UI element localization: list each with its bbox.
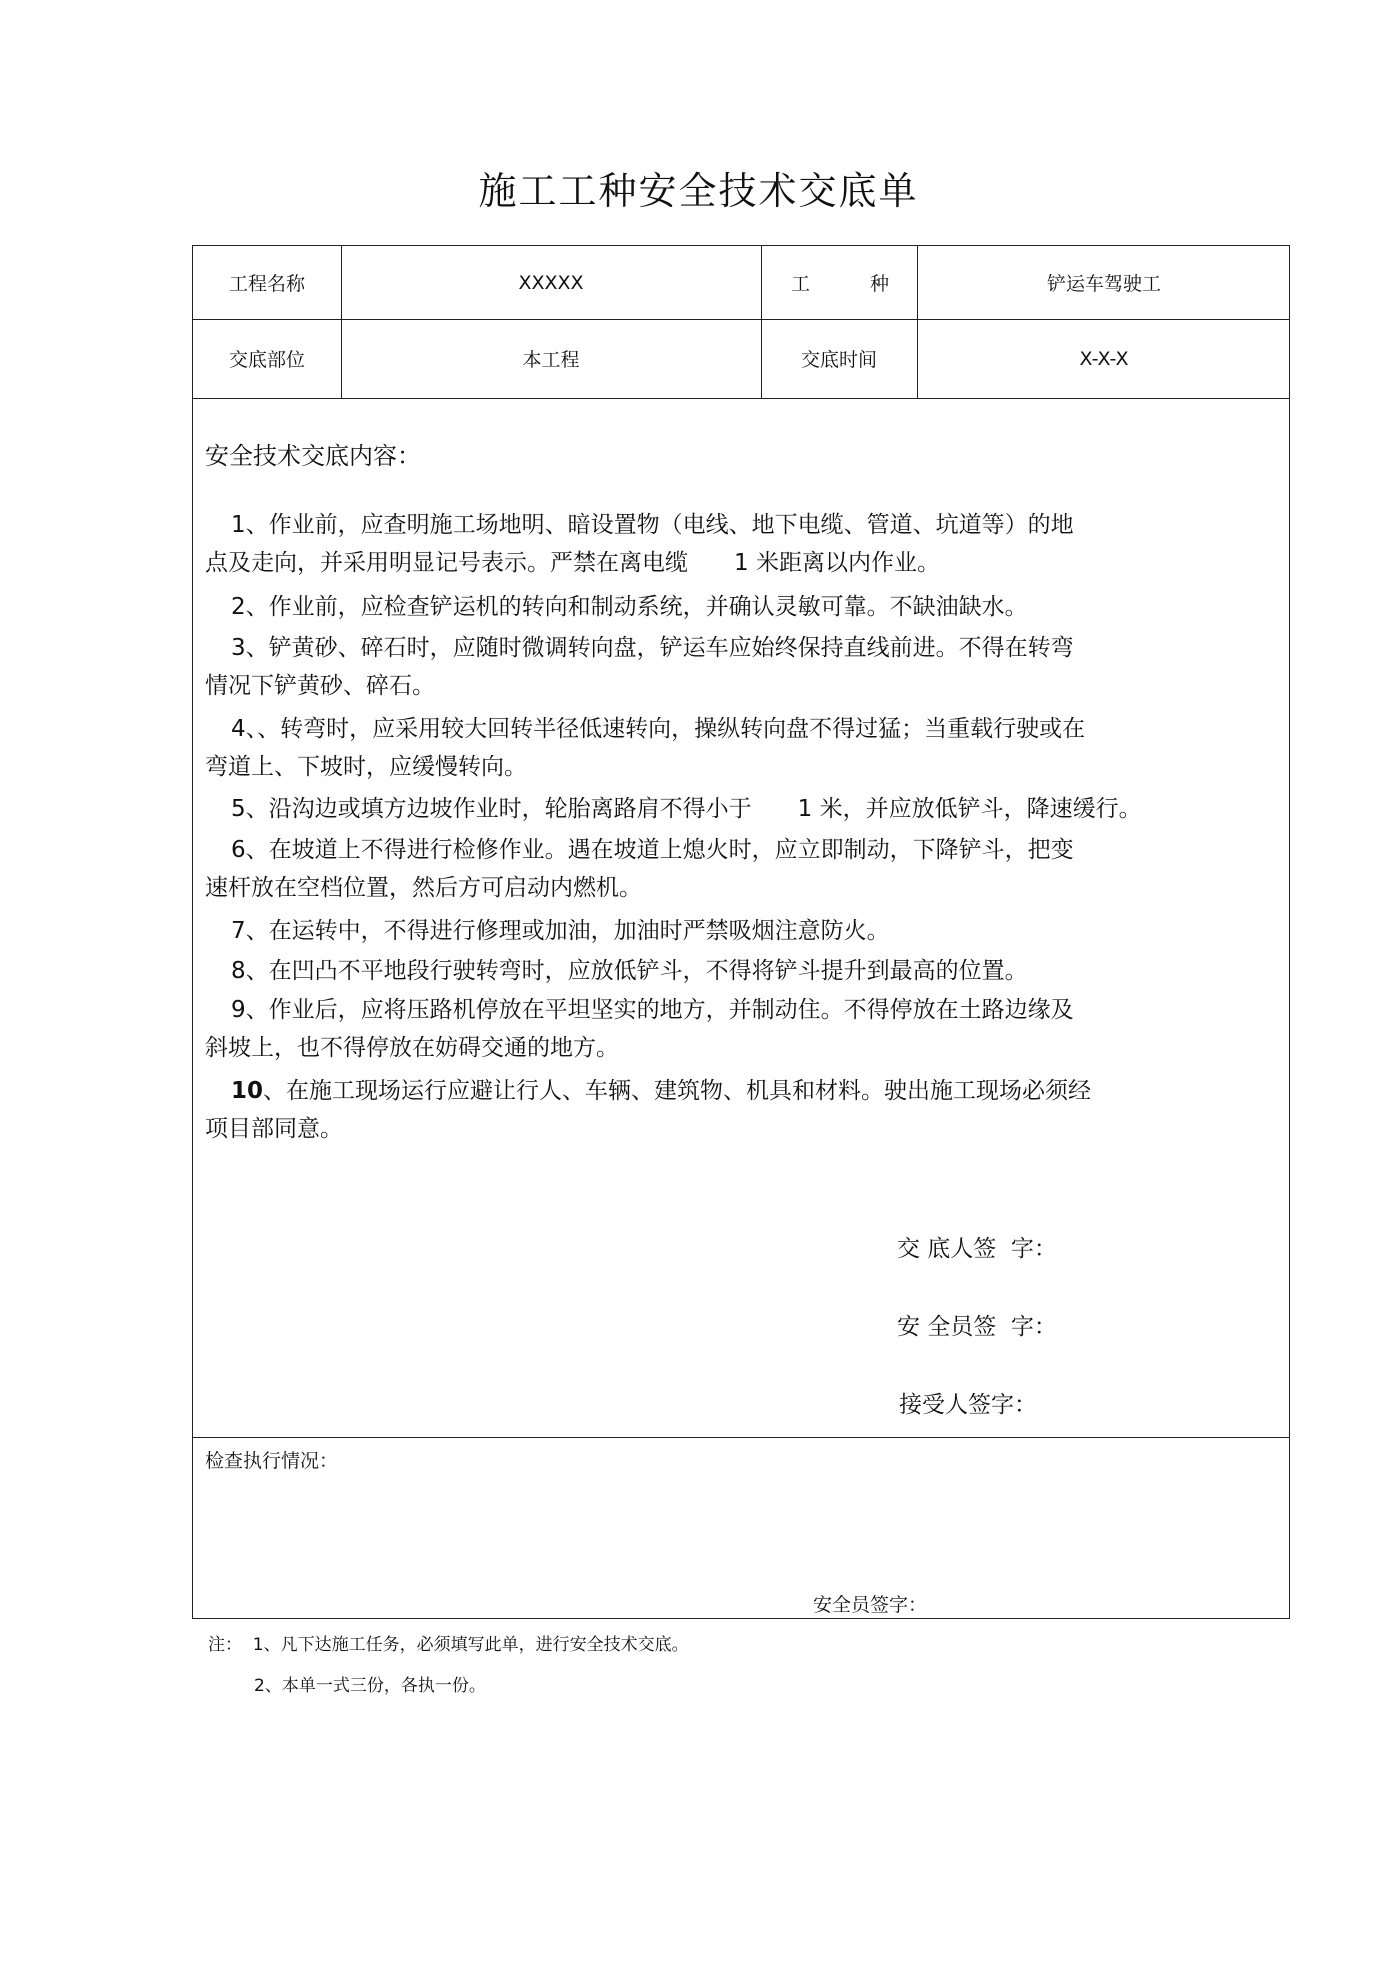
- time-value: X-X-X: [1079, 347, 1129, 370]
- content-item-2: 2、作业前，应检查铲运机的转向和制动系统，并确认灵敏可靠。不缺油缺水。: [231, 594, 1028, 620]
- content-item-4: 4、、转弯时，应采用较大回转半径低速转向，操纵转向盘不得过猛；当重载行驶或在 弯道上、下坡时，应缓慢转向。: [205, 716, 1086, 780]
- row-divider: [193, 398, 1289, 399]
- note-1: 注： 1、凡下达施工任务，必须填写此单，进行安全技术交底。: [208, 1635, 689, 1655]
- work-type-label-part2: 种: [869, 273, 889, 295]
- safety-officer-signature-label: 安 全员签 字：: [897, 1314, 1057, 1340]
- note-2: 2、本单一式三份，各执一份。: [254, 1676, 486, 1696]
- check-status-label: 检查执行情况：: [205, 1450, 339, 1472]
- receiver-signature-label: 接受人签字：: [899, 1392, 1037, 1418]
- content-item-1: 1、作业前，应查明施工场地明、暗设置物（电线、地下电缆、管道、坑道等）的地 点及走向，并采用明显记号表示。严禁在离电缆 1 米距离以内作业。: [205, 512, 1074, 576]
- location-label: 交底部位: [228, 349, 305, 371]
- content-item-7: 7、在运转中，不得进行修理或加油，加油时严禁吸烟注意防火。: [231, 918, 890, 944]
- project-name-value: XXXXX: [518, 271, 584, 294]
- content-item-10-number: 10: [231, 1078, 264, 1104]
- work-type-value: 铲运车驾驶工: [1046, 273, 1161, 295]
- content-item-5: 5、沿沟边或填方边坡作业时，轮胎离路肩不得小于 1 米，并应放低铲斗，降速缓行。: [231, 796, 1142, 822]
- row-divider: [193, 1437, 1289, 1438]
- discloser-signature-label: 交 底人签 字：: [897, 1236, 1057, 1262]
- content-heading: 安全技术交底内容：: [205, 442, 421, 470]
- check-safety-signature-label: 安全员签字：: [813, 1594, 928, 1616]
- content-item-10-text: 、在施工现场运行应避让行人、车辆、建筑物、机具和材料。驶出施工现场必须经 项目部同意。: [205, 1078, 1092, 1142]
- content-item-10: [205, 1072, 1265, 1148]
- content-item-9: 9、作业后，应将压路机停放在平坦坚实的地方，并制动住。不得停放在土路边缘及 斜坡上，也不得停放在妨碍交通的地方。: [205, 997, 1074, 1061]
- time-label: 交底时间: [800, 349, 877, 371]
- project-name-label: 工程名称: [228, 273, 305, 295]
- work-type-label: [761, 246, 917, 319]
- disclosure-form-table: [192, 245, 1290, 1619]
- form-title: 施工工种安全技术交底单: [478, 169, 919, 213]
- content-item-8: 8、在凹凸不平地段行驶转弯时，应放低铲斗，不得将铲斗提升到最高的位置。: [231, 958, 1028, 984]
- content-item-6: 6、在坡道上不得进行检修作业。遇在坡道上熄火时，应立即制动，下降铲斗，把变 速杆放在空档位置，然后方可启动内燃机。: [205, 837, 1074, 901]
- work-type-label-part1: 工: [791, 273, 811, 295]
- content-item-3: 3、铲黄砂、碎石时，应随时微调转向盘，铲运车应始终保持直线前进。不得在转弯 情况下铲黄砂、碎石。: [205, 635, 1074, 699]
- location-value: 本工程: [522, 349, 580, 371]
